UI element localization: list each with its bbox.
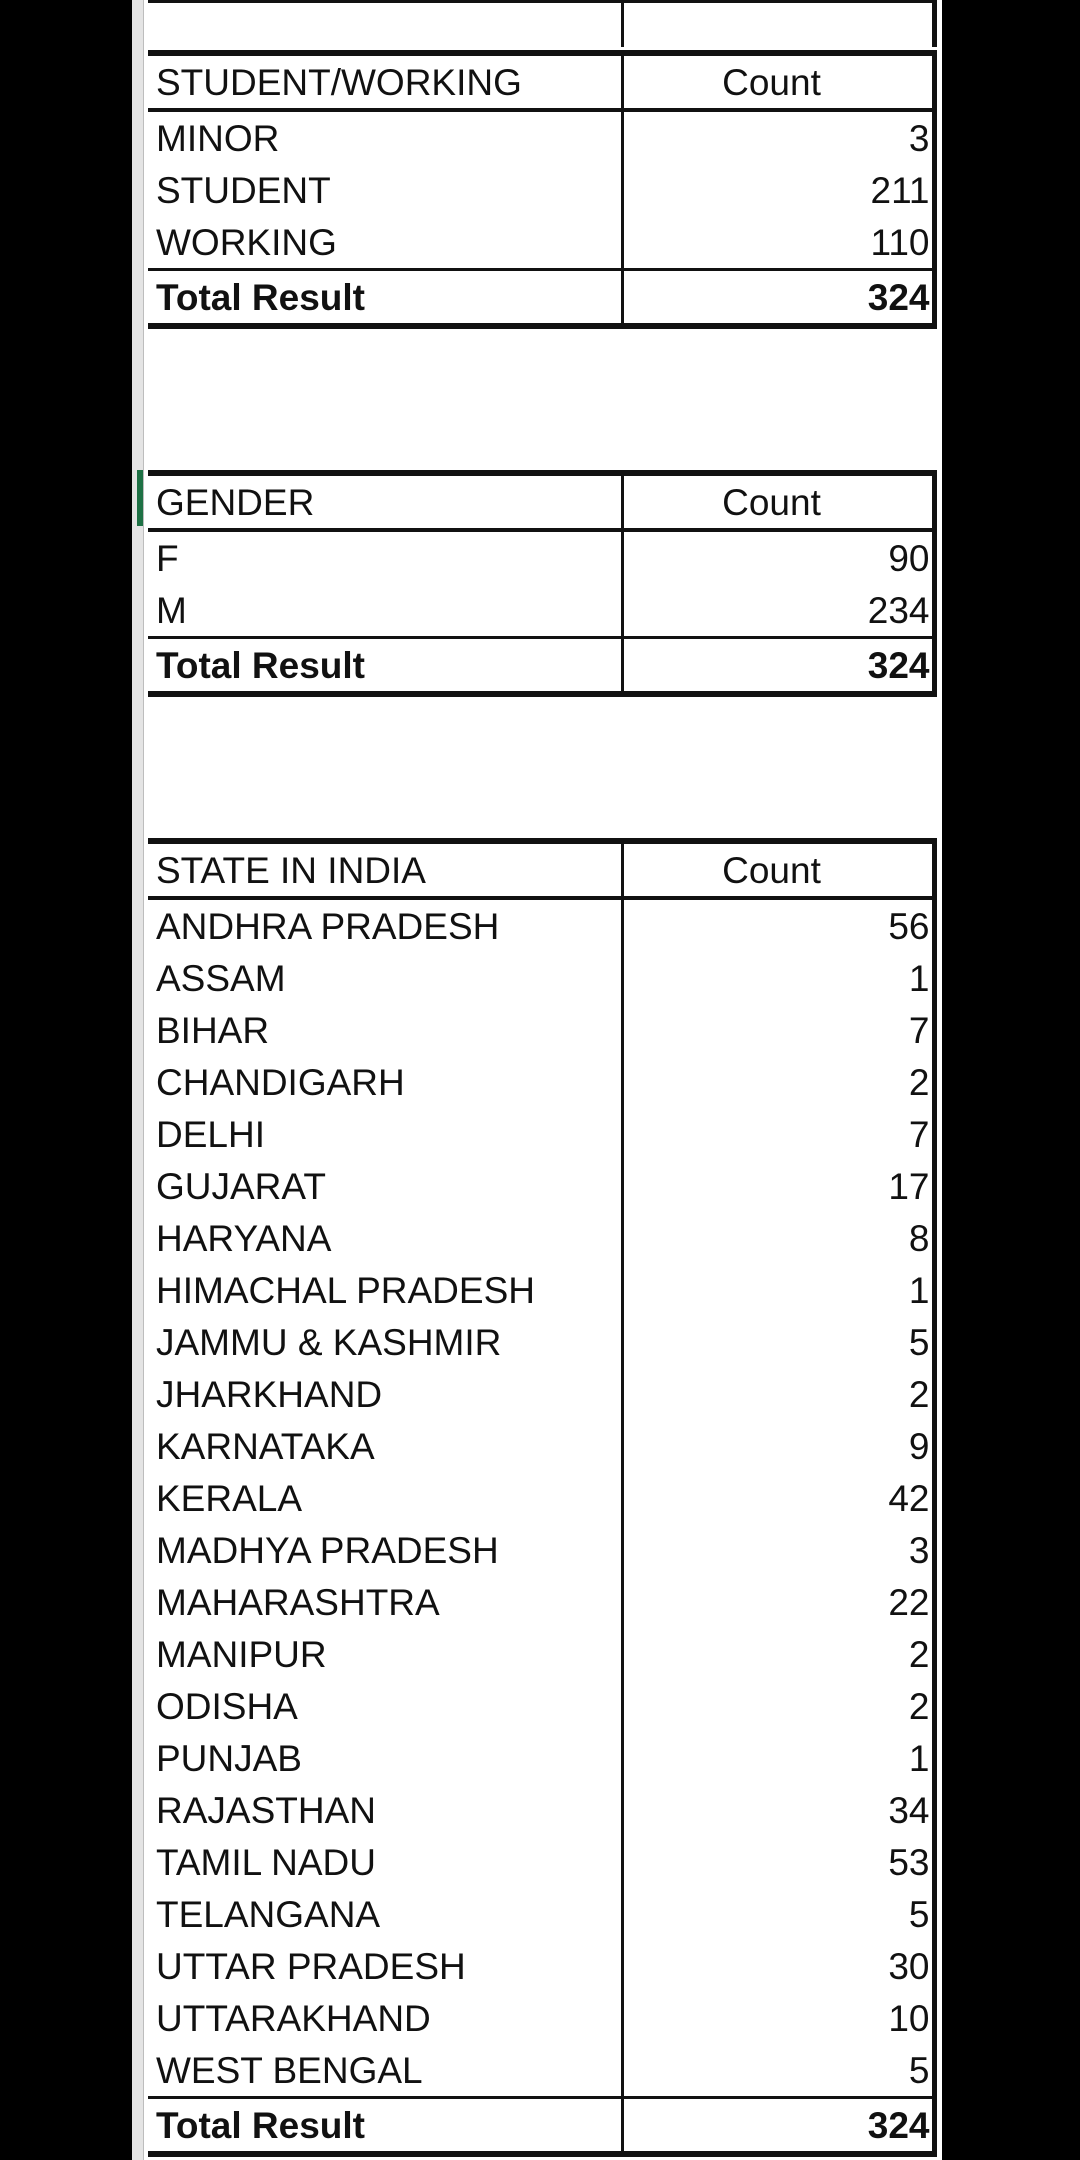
table-row [148,1888,934,1940]
table-row [148,164,934,216]
total-row [148,2098,934,2155]
blank-cell[interactable] [148,2,622,48]
count-cell[interactable]: 2 [622,1628,934,1680]
label-cell[interactable]: MINOR [156,117,280,159]
table-row [148,584,934,638]
count-cell[interactable]: 2 [622,1680,934,1732]
table-row [148,2044,934,2098]
label-cell[interactable]: STUDENT [156,169,331,211]
table-header-row [148,53,934,110]
header-cell[interactable]: GENDER [148,473,622,530]
blank-cell[interactable] [622,2,934,48]
state-body [148,841,934,2154]
count-cell[interactable]: 56 [622,898,934,952]
label-cell[interactable]: KERALA [156,1477,303,1519]
table-row [148,1472,934,1524]
count-cell[interactable]: 1 [622,1264,934,1316]
total-count-cell[interactable]: 324 [622,2098,934,2155]
student-working-body [148,53,934,326]
table-row [148,110,934,164]
count-header-cell[interactable]: Count [622,841,934,898]
blank-top-row [148,0,937,47]
label-cell[interactable]: PUNJAB [156,1737,302,1779]
state-table [148,838,937,2157]
label-cell[interactable]: TELANGANA [156,1893,381,1935]
label-cell[interactable]: UTTAR PRADESH [156,1945,466,1987]
label-cell[interactable]: KARNATAKA [156,1425,375,1467]
table-row [148,1576,934,1628]
count-cell[interactable]: 90 [622,530,934,584]
total-row [148,270,934,327]
count-cell[interactable]: 17 [622,1160,934,1212]
table-row [148,530,934,584]
count-header-cell[interactable]: Count [622,473,934,530]
table-row [148,952,934,1004]
count-cell[interactable]: 34 [622,1784,934,1836]
table-row [148,1108,934,1160]
count-cell[interactable]: 10 [622,1992,934,2044]
table-row [148,1056,934,1108]
label-cell[interactable]: M [156,589,187,631]
table-row [148,1212,934,1264]
count-cell[interactable]: 1 [622,952,934,1004]
label-cell[interactable]: ANDHRA PRADESH [156,905,500,947]
label-cell[interactable]: WEST BENGAL [156,2049,423,2091]
count-cell[interactable]: 9 [622,1420,934,1472]
table-row [148,1784,934,1836]
header-cell[interactable]: STUDENT/WORKING [148,53,622,110]
count-cell[interactable]: 5 [622,1888,934,1940]
count-cell[interactable]: 3 [622,110,934,164]
table-row [148,1940,934,1992]
label-cell[interactable]: UTTARAKHAND [156,1997,431,2039]
count-cell[interactable]: 234 [622,584,934,638]
total-label-cell[interactable]: Total Result [148,2098,622,2155]
table-row [148,1524,934,1576]
count-cell[interactable]: 22 [622,1576,934,1628]
count-cell[interactable]: 5 [622,2044,934,2098]
gender-body [148,473,934,694]
total-count-cell[interactable]: 324 [622,270,934,327]
selected-row-indicator [137,470,143,526]
label-cell[interactable]: GUJARAT [156,1165,326,1207]
table-row [148,1628,934,1680]
count-cell[interactable]: 1 [622,1732,934,1784]
count-cell[interactable]: 110 [622,216,934,270]
table-header-row [148,473,934,530]
label-cell[interactable]: CHANDIGARH [156,1061,405,1103]
count-cell[interactable]: 42 [622,1472,934,1524]
table-row [148,216,934,270]
label-cell[interactable]: ASSAM [156,957,286,999]
label-cell[interactable]: JHARKHAND [156,1373,383,1415]
count-header-cell[interactable]: Count [622,53,934,110]
count-cell[interactable]: 211 [622,164,934,216]
table-header-row [148,841,934,898]
count-cell[interactable]: 53 [622,1836,934,1888]
table-row [148,1680,934,1732]
table-row [148,1316,934,1368]
total-label-cell[interactable]: Total Result [148,638,622,695]
total-label-cell[interactable]: Total Result [148,270,622,327]
table-row [148,1264,934,1316]
label-cell[interactable]: DELHI [156,1113,265,1155]
count-cell[interactable]: 7 [622,1004,934,1056]
label-cell[interactable]: F [156,537,179,579]
table-row [148,1992,934,2044]
label-cell[interactable]: TAMIL NADU [156,1841,376,1883]
label-cell[interactable]: JAMMU & KASHMIR [156,1321,502,1363]
table-row [148,1368,934,1420]
table-row [148,1836,934,1888]
gutter-divider [143,0,144,2160]
count-cell[interactable]: 2 [622,1056,934,1108]
total-row [148,638,934,695]
label-cell[interactable]: ODISHA [156,1685,298,1727]
label-cell[interactable]: MADHYA PRADESH [156,1529,499,1571]
label-cell[interactable]: RAJASTHAN [156,1789,376,1831]
student-working-table [148,50,937,329]
label-cell[interactable]: MANIPUR [156,1633,327,1675]
count-cell[interactable]: 3 [622,1524,934,1576]
header-cell[interactable]: STATE IN INDIA [148,841,622,898]
label-cell[interactable]: MAHARASHTRA [156,1581,440,1623]
table-row [148,1160,934,1212]
label-cell[interactable]: WORKING [156,221,337,263]
count-cell[interactable]: 8 [622,1212,934,1264]
label-cell[interactable]: HIMACHAL PRADESH [156,1269,535,1311]
table-row [148,1004,934,1056]
label-cell[interactable]: HARYANA [156,1217,332,1259]
total-count-cell[interactable]: 324 [622,638,934,695]
table-row [148,898,934,952]
table-row [148,1732,934,1784]
table-row [148,1420,934,1472]
count-cell[interactable]: 7 [622,1108,934,1160]
count-cell[interactable]: 5 [622,1316,934,1368]
label-cell[interactable]: BIHAR [156,1009,270,1051]
count-cell[interactable]: 30 [622,1940,934,1992]
count-cell[interactable]: 2 [622,1368,934,1420]
gender-table [148,470,937,697]
